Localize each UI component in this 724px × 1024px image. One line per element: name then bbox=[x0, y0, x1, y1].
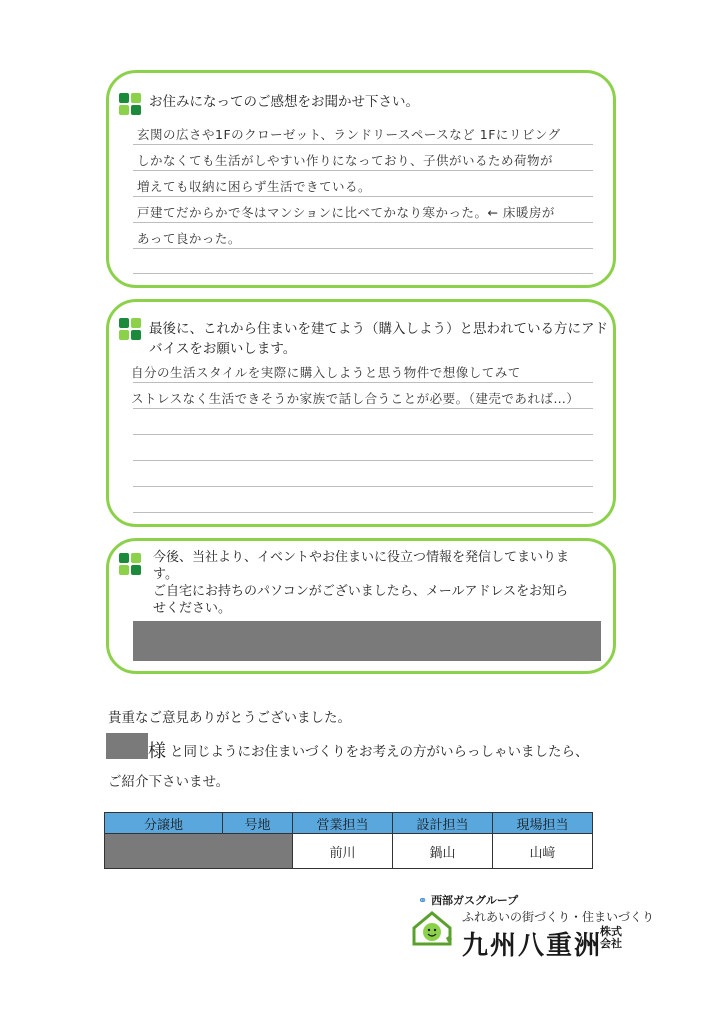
answer-rule bbox=[133, 486, 593, 487]
header-lot-number: 号地 bbox=[223, 813, 293, 834]
redacted-customer-name bbox=[106, 733, 148, 759]
header-design: 設計担当 bbox=[393, 813, 493, 834]
impressions-card bbox=[106, 70, 616, 288]
sales-staff: 前川 bbox=[293, 834, 393, 869]
question-advice-line2: バイスをお願いします。 bbox=[149, 341, 297, 357]
site-staff: 山﨑 bbox=[493, 834, 593, 869]
answer-rule bbox=[133, 460, 593, 461]
thanks-text: 貴重なご意見ありがとうございました。 bbox=[108, 710, 351, 726]
question-impressions: お住みになってのご感想をお聞かせ下さい。 bbox=[149, 94, 419, 110]
newsletter-text-line1: 今後、当社より、イベントやお住まいに役立つ情報を発信してまいりま bbox=[153, 550, 570, 565]
referral-text: と同じようにお住まいづくりをお考えの方がいらっしゃいましたら、 bbox=[170, 744, 589, 760]
group-name bbox=[418, 892, 518, 908]
company-name: 九州八重洲 bbox=[462, 931, 603, 961]
redacted-email bbox=[133, 621, 601, 661]
design-staff: 鍋山 bbox=[393, 834, 493, 869]
handwritten-answer-line: 自分の生活スタイルを実際に購入しようと思う物件で想像してみて bbox=[131, 365, 521, 380]
newsletter-text-line4: せください。 bbox=[153, 601, 232, 616]
handwritten-answer-line: 玄関の広さや1Fのクローゼット、ランドリースペースなど 1Fにリビング bbox=[137, 127, 561, 142]
answer-rule bbox=[133, 273, 593, 274]
handwritten-answer-line: 戸建てだからかで冬はマンションに比べてかなり寒かった。← 床暖房が bbox=[137, 205, 555, 220]
group-name-text: 西部ガスグループ bbox=[431, 894, 519, 907]
newsletter-card bbox=[106, 538, 616, 674]
header-sales: 営業担当 bbox=[293, 813, 393, 834]
answer-rule bbox=[133, 170, 593, 171]
answer-rule bbox=[133, 144, 593, 145]
answer-rule bbox=[133, 408, 593, 409]
referral-end-text: ご紹介下さいませ。 bbox=[108, 774, 230, 790]
answer-rule bbox=[133, 196, 593, 197]
question-advice-line1: 最後に、これから住まいを建てよう（購入しよう）と思われている方にアド bbox=[149, 321, 608, 337]
header-site: 現場担当 bbox=[493, 813, 593, 834]
company-suffix: 株式会社 bbox=[600, 925, 622, 950]
answer-rule bbox=[133, 512, 593, 513]
clover-icon bbox=[119, 553, 141, 575]
newsletter-text-line2: す。 bbox=[153, 567, 178, 582]
answer-rule bbox=[133, 248, 593, 249]
handwritten-answer-line: ストレスなく生活できそうか家族で話し合うことが必要。（建売であれば…） bbox=[131, 391, 580, 406]
header-lot: 分譲地 bbox=[105, 813, 223, 834]
answer-rule bbox=[133, 382, 593, 383]
logo-tagline: ふれあいの街づくり・住まいづくり bbox=[462, 910, 655, 924]
handwritten-answer-line: しかなくても生活がしやすい作りになっており、子供がいるため荷物が bbox=[137, 153, 554, 168]
house-logo-icon bbox=[410, 908, 454, 948]
newsletter-text-line3: ご自宅にお持ちのパソコンがございましたら、メールアドレスをお知ら bbox=[153, 584, 569, 599]
staff-table bbox=[104, 812, 593, 869]
answer-rule bbox=[133, 222, 593, 223]
advice-card bbox=[106, 299, 616, 527]
answer-rule bbox=[133, 434, 593, 435]
clover-icon bbox=[119, 93, 141, 115]
handwritten-answer-line: あって良かった。 bbox=[137, 231, 241, 246]
gas-flame-icon: ⚭ bbox=[418, 894, 428, 907]
clover-icon bbox=[119, 318, 141, 340]
handwritten-answer-line: 増えても収納に困らず生活できている。 bbox=[137, 179, 372, 194]
redacted-lot bbox=[105, 834, 293, 869]
honorific-text: 様 bbox=[148, 741, 166, 762]
